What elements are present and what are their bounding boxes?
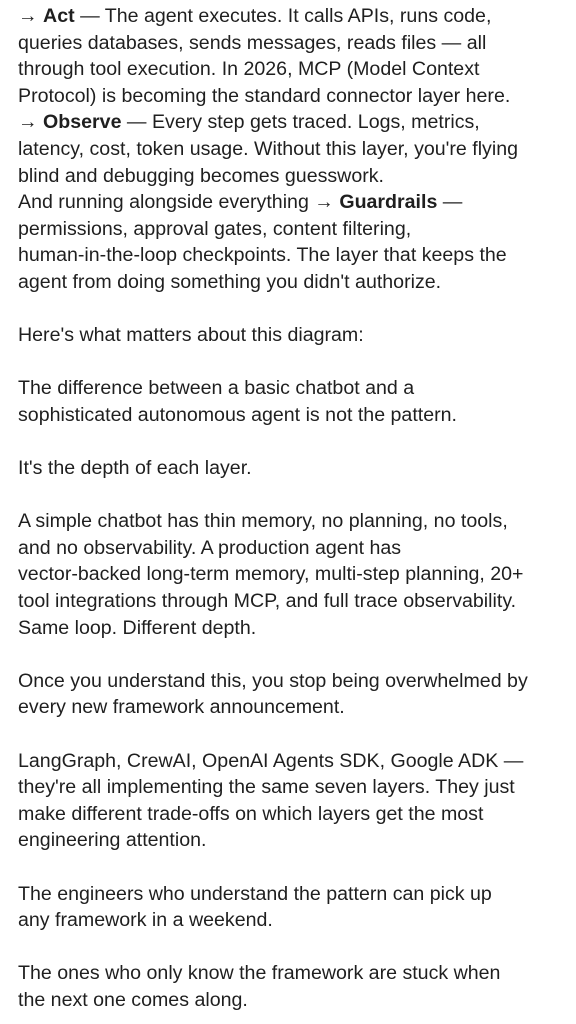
text-segment: engineering attention.: [18, 829, 207, 852]
text-segment: The difference between a basic chatbot and a: [18, 377, 415, 400]
text-segment: through tool execution. In 2026, MCP (Model Context: [18, 58, 480, 81]
text-segment: Same loop. Different depth.: [18, 616, 257, 639]
bold-term: Act: [43, 5, 75, 27]
text-segment: blind and debugging becomes guesswork.: [18, 164, 384, 187]
text-line: [18, 960, 566, 987]
text-line: [18, 56, 566, 83]
text-line: [18, 801, 566, 828]
text-line: [18, 30, 566, 57]
text-line: [18, 774, 566, 801]
text-segment: the next one comes along.: [18, 988, 248, 1011]
text-segment: — Every step gets traced. Logs, metrics,: [121, 111, 480, 134]
text-line: [18, 189, 566, 216]
paragraph: [18, 748, 566, 854]
article-body: [18, 3, 566, 1014]
text-segment: sophisticated autonomous agent is not the pattern.: [18, 403, 457, 426]
bold-term: Observe: [43, 111, 122, 134]
text-line: [18, 907, 566, 934]
text-line: [18, 109, 566, 136]
text-segment: Protocol) is becoming the standard connector layer here.: [18, 84, 511, 107]
text-line: [18, 588, 566, 615]
text-line: [18, 881, 566, 908]
text-line: [18, 535, 566, 562]
text-line: [18, 269, 566, 296]
text-segment: — The agent executes. It calls APIs, runs code,: [74, 5, 492, 27]
text-segment: human-in-the-loop checkpoints. The layer that keeps the: [18, 244, 507, 267]
text-line: [18, 561, 566, 588]
text-line: [18, 83, 566, 110]
text-segment: Once you understand this, you stop being overwhelmed by: [18, 669, 528, 692]
text-line: [18, 508, 566, 535]
text-segment: any framework in a weekend.: [18, 909, 273, 932]
text-segment: vector-backed long-term memory, multi-step planning, 20+: [18, 563, 524, 586]
paragraph: [18, 322, 566, 349]
text-line: [18, 827, 566, 854]
paragraph: [18, 508, 566, 641]
text-line: [18, 322, 566, 349]
text-segment: The engineers who understand the pattern can pick up: [18, 882, 492, 905]
text-segment: It's the depth of each layer.: [18, 457, 252, 480]
text-line: [18, 748, 566, 775]
text-segment: make different trade-offs on which layers get the most: [18, 802, 484, 825]
paragraph: [18, 3, 566, 296]
text-segment: LangGraph, CrewAI, OpenAI Agents SDK, Google ADK —: [18, 749, 524, 772]
text-segment: and no observability. A production agent has: [18, 536, 402, 559]
paragraph: [18, 375, 566, 428]
text-segment: agent from doing something you didn't authorize.: [18, 270, 442, 293]
text-segment: permissions, approval gates, content filtering,: [18, 217, 412, 240]
text-line: [18, 615, 566, 642]
paragraph: [18, 881, 566, 934]
text-segment: tool integrations through MCP, and full trace observability.: [18, 590, 517, 613]
text-line: [18, 216, 566, 243]
text-segment: →: [18, 111, 44, 134]
text-segment: And running alongside everything →: [18, 191, 340, 214]
text-line: [18, 668, 566, 695]
bold-term: Guardrails: [339, 191, 438, 214]
text-line: [18, 402, 566, 429]
text-line: [18, 163, 566, 190]
text-segment: The ones who only know the framework are stuck when: [18, 962, 501, 985]
text-segment: —: [437, 191, 463, 214]
text-line: [18, 455, 566, 482]
paragraph: [18, 455, 566, 482]
paragraph: [18, 668, 566, 721]
text-segment: Here's what matters about this diagram:: [18, 324, 364, 347]
text-segment: latency, cost, token usage. Without this layer, you're flying: [18, 137, 519, 160]
text-line: [18, 136, 566, 163]
text-segment: they're all implementing the same seven layers. They just: [18, 776, 515, 799]
text-segment: →: [18, 5, 44, 27]
text-segment: A simple chatbot has thin memory, no planning, no tools,: [18, 510, 508, 533]
text-line: [18, 3, 566, 30]
text-line: [18, 375, 566, 402]
text-line: [18, 987, 566, 1014]
text-line: [18, 242, 566, 269]
paragraph: [18, 960, 566, 1013]
text-segment: every new framework announcement.: [18, 696, 345, 719]
text-segment: queries databases, sends messages, reads files — all: [18, 31, 487, 54]
text-line: [18, 694, 566, 721]
